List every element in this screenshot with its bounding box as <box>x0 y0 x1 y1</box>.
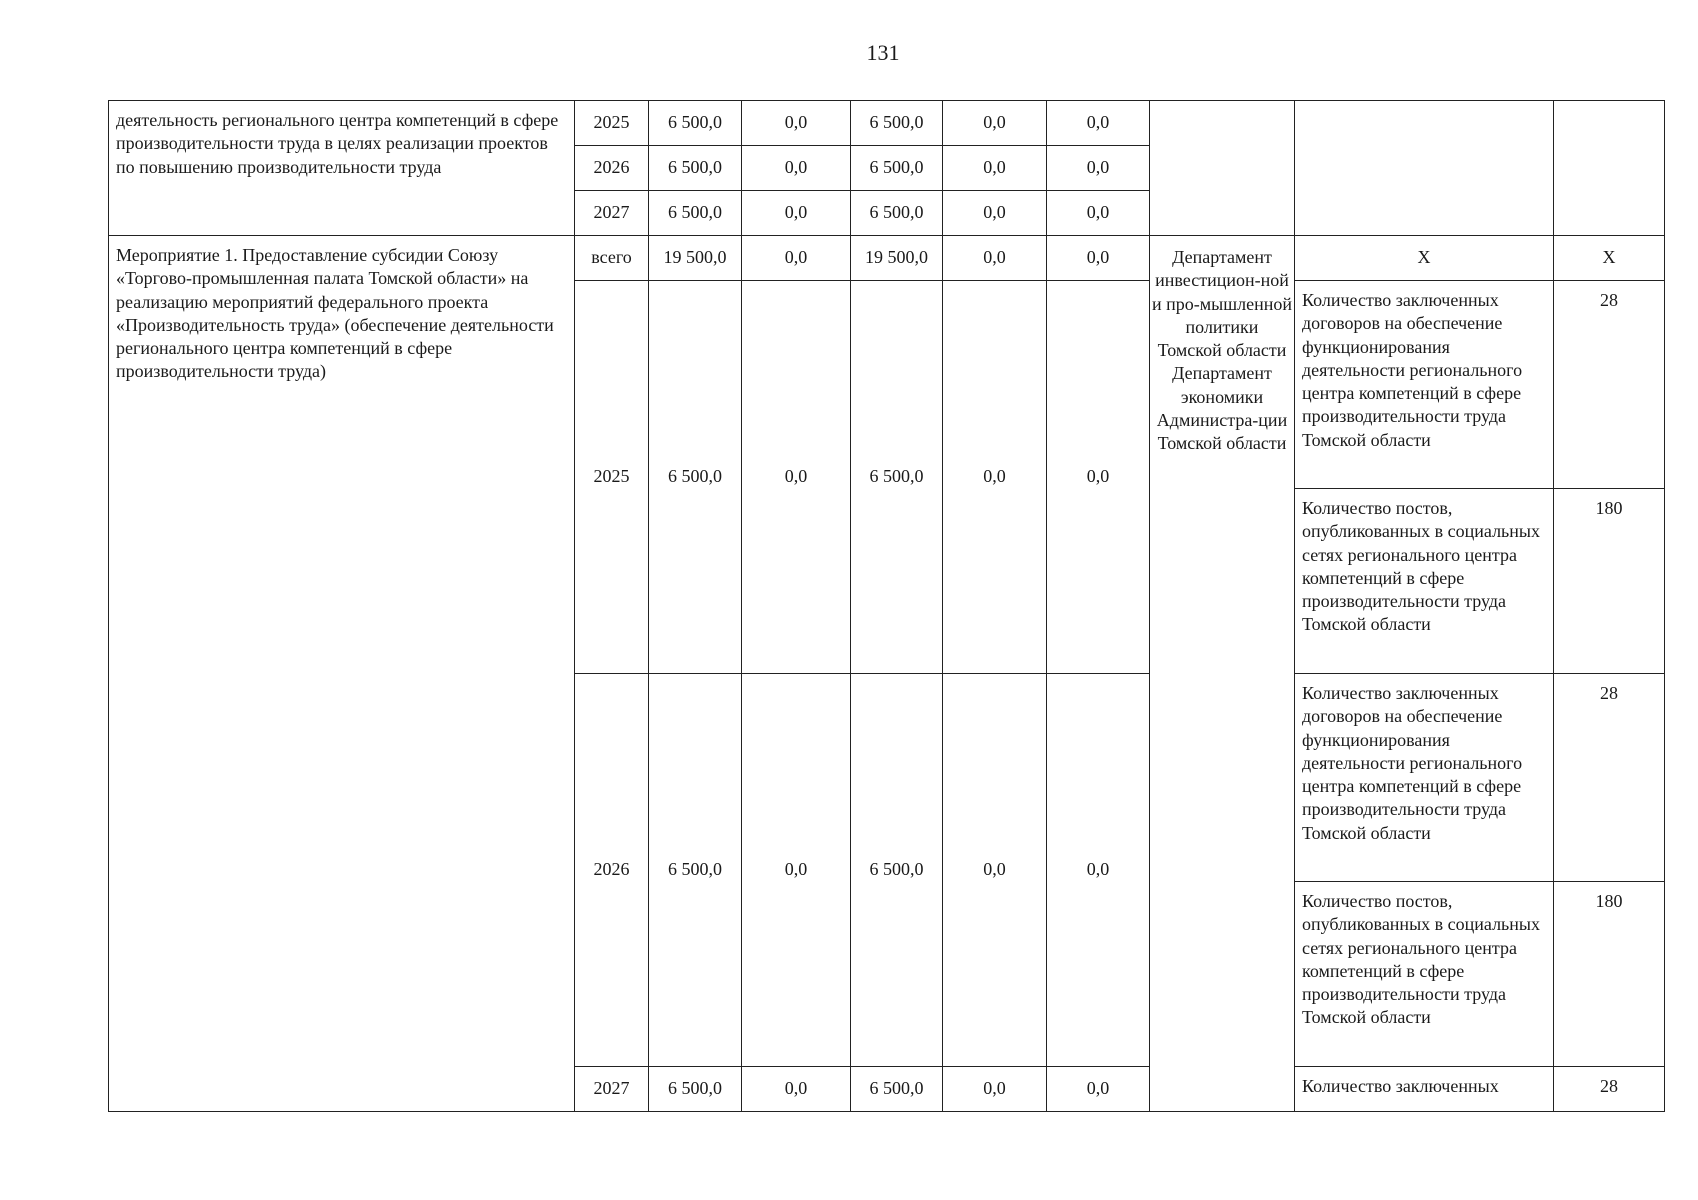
total-cell: 6 500,0 <box>649 674 742 1067</box>
funding-table <box>108 100 1665 1112</box>
amount-cell: 0,0 <box>742 674 851 1067</box>
amount-cell: 0,0 <box>742 191 851 236</box>
indicator-cell <box>1295 101 1554 236</box>
period-cell: 2026 <box>575 146 649 191</box>
amount-cell: 0,0 <box>943 281 1047 674</box>
activity-description: деятельность регионального центра компетенций в сфере производительности труда в целях реализации проектов по повышению производительности труда <box>109 101 575 236</box>
amount-cell: 6 500,0 <box>851 674 943 1067</box>
indicator-text: Количество постов, опубликованных в социальных сетях регионального центра компетенций в сфере производительности труда Томской области <box>1295 882 1554 1067</box>
amount-cell: 0,0 <box>943 146 1047 191</box>
indicator-value: 180 <box>1554 489 1665 674</box>
amount-cell: 6 500,0 <box>851 191 943 236</box>
measure-description: Мероприятие 1. Предоставление субсидии Союзу «Торгово-промышленная палата Томской области» на реализацию мероприятий федерального проекта «Производительность труда» (обеспечение деятельности регионального центра компетенций в сфере производительности труда) <box>109 236 575 1112</box>
amount-cell: 0,0 <box>742 146 851 191</box>
indicator-value-cell <box>1554 101 1665 236</box>
page-number: 131 <box>866 40 900 65</box>
amount-cell: 19 500,0 <box>851 236 943 281</box>
amount-cell: 0,0 <box>742 1067 851 1112</box>
total-cell: 6 500,0 <box>649 191 742 236</box>
indicator-text: Количество заключенных договоров на обеспечение функционирования деятельности регионального центра компетенций в сфере производительности труда Томской области <box>1295 674 1554 882</box>
amount-cell: 0,0 <box>943 674 1047 1067</box>
period-cell: 2026 <box>575 674 649 1067</box>
amount-cell: 0,0 <box>742 236 851 281</box>
indicator-value-cell: Х <box>1554 236 1665 281</box>
period-cell: 2027 <box>575 1067 649 1112</box>
amount-cell: 0,0 <box>1047 1067 1150 1112</box>
period-cell: 2025 <box>575 281 649 674</box>
period-cell: всего <box>575 236 649 281</box>
amount-cell: 6 500,0 <box>851 1067 943 1112</box>
period-cell: 2027 <box>575 191 649 236</box>
total-cell: 19 500,0 <box>649 236 742 281</box>
total-cell: 6 500,0 <box>649 101 742 146</box>
amount-cell: 0,0 <box>943 191 1047 236</box>
amount-cell: 0,0 <box>1047 191 1150 236</box>
indicator-cell: Х <box>1295 236 1554 281</box>
amount-cell: 0,0 <box>943 1067 1047 1112</box>
amount-cell: 6 500,0 <box>851 146 943 191</box>
indicator-text: Количество заключенных <box>1295 1067 1554 1112</box>
total-cell: 6 500,0 <box>649 1067 742 1112</box>
indicator-value: 180 <box>1554 882 1665 1067</box>
indicator-value: 28 <box>1554 674 1665 882</box>
amount-cell: 0,0 <box>1047 674 1150 1067</box>
amount-cell: 0,0 <box>943 236 1047 281</box>
amount-cell: 0,0 <box>742 281 851 674</box>
responsible-cell <box>1150 101 1295 236</box>
total-cell: 6 500,0 <box>649 146 742 191</box>
indicator-text: Количество заключенных договоров на обеспечение функционирования деятельности регионального центра компетенций в сфере производительности труда Томской области <box>1295 281 1554 489</box>
indicator-value: 28 <box>1554 1067 1665 1112</box>
amount-cell: 6 500,0 <box>851 281 943 674</box>
amount-cell: 0,0 <box>1047 101 1150 146</box>
amount-cell: 0,0 <box>1047 236 1150 281</box>
amount-cell: 0,0 <box>1047 146 1150 191</box>
amount-cell: 0,0 <box>943 101 1047 146</box>
amount-cell: 0,0 <box>1047 281 1150 674</box>
table-row <box>109 236 1665 281</box>
amount-cell: 0,0 <box>742 101 851 146</box>
total-cell: 6 500,0 <box>649 281 742 674</box>
table-row <box>109 101 1665 146</box>
indicator-value: 28 <box>1554 281 1665 489</box>
indicator-text: Количество постов, опубликованных в социальных сетях регионального центра компетенций в сфере производительности труда Томской области <box>1295 489 1554 674</box>
responsible-departments: Департамент инвестицион-ной и про-мышленной политики Томской области Департамент экономики Администра-ции Томской области <box>1150 236 1295 1112</box>
amount-cell: 6 500,0 <box>851 101 943 146</box>
period-cell: 2025 <box>575 101 649 146</box>
